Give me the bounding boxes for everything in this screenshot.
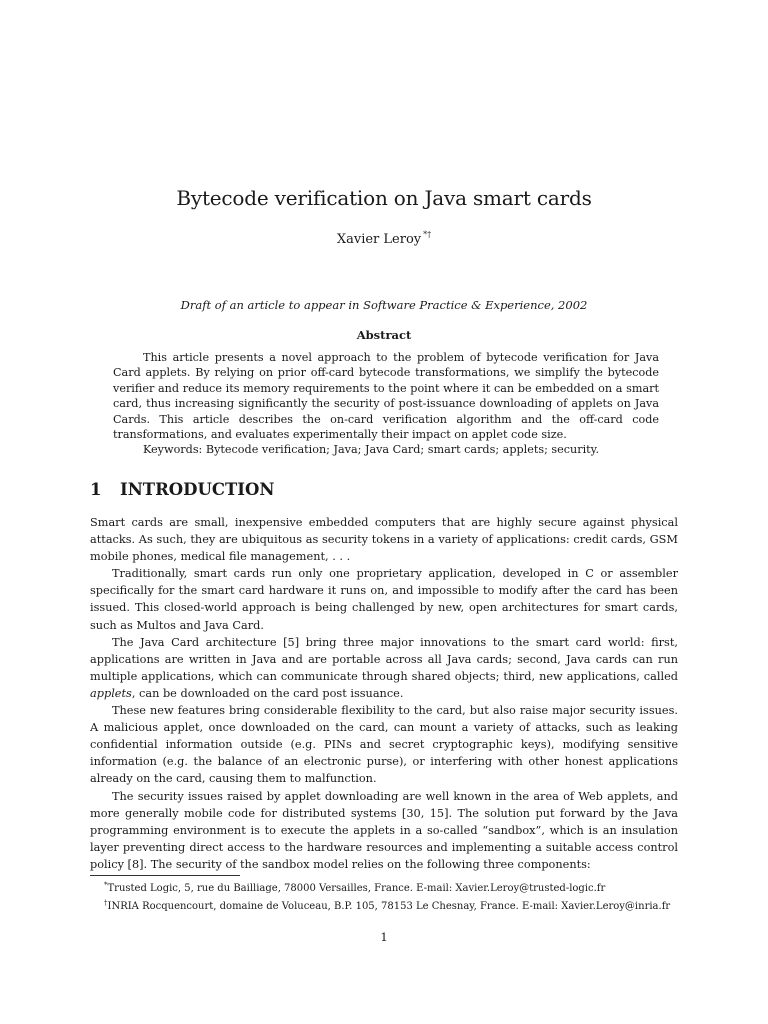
footnote-rule xyxy=(90,875,240,876)
paragraph-text: , can be downloaded on the card post issuance. xyxy=(131,686,404,700)
footnote xyxy=(90,896,690,914)
abstract-keywords: Keywords: Bytecode verification; Java; Java Card; smart cards; applets; security. xyxy=(143,443,600,457)
abstract-text: This article presents a novel approach to the problem of bytecode verification for Java Card applets. By relying on prior off-card bytecode transformations, we simplify the bytecode verifier and reduce its memory requirements to the point where it can be embedded on a smart card, thus increasing significantly the security of post-issuance downloading of applets on Java Cards. This article describes the on-card verification algorithm and the off-card code transformations, and evaluates experimentally their impact on applet code size. xyxy=(113,351,659,442)
draft-note: Draft of an article to appear in Software Practice & Experience, 2002 xyxy=(180,298,588,312)
abstract-body xyxy=(113,350,659,458)
section-title: INTRODUCTION xyxy=(120,480,275,499)
footnotes xyxy=(90,878,690,914)
paragraph: The security issues raised by applet downloading are well known in the area of Web applets, and more generally mobile code for distributed systems [30, 15]. The solution put forward by the Java programming environment is to execute the applets in a so-called “sandbox”, which is an insulation layer preventing direct access to the hardware resources and implementing a suitable access control policy [8]. The security of the sandbox model relies on the following three components: xyxy=(90,789,678,871)
paragraph xyxy=(90,634,678,702)
author-name: Xavier Leroy xyxy=(336,232,422,247)
page-number: 1 xyxy=(380,930,388,944)
footnote-mark: † xyxy=(104,899,108,907)
section-body xyxy=(90,514,678,873)
author-line xyxy=(0,230,768,247)
paragraph-text: The Java Card architecture [5] bring three major innovations to the smart card world: first, applications are written in Java and are portable across all Java cards; second, Java cards can run multiple applications, which can communicate through shared objects; third, new applications, called xyxy=(90,635,678,683)
paragraph: These new features bring considerable flexibility to the card, but also raise major security issues. A malicious applet, once downloaded on the card, can mount a variety of attacks, such as leaking confidential information outside (e.g. PINs and secret cryptographic keys), modifying sensitive information (e.g. the balance of an electronic purse), or interfering with other honest applications already on the card, causing them to malfunction. xyxy=(90,704,678,786)
section-number: 1 xyxy=(90,480,102,499)
footnote-text: INRIA Rocquencourt, domaine de Voluceau, B.P. 105, 78153 Le Chesnay, France. E-mail: Xavier.Leroy@inria.fr xyxy=(107,901,671,912)
section-heading xyxy=(90,480,680,499)
paragraph: Smart cards are small, inexpensive embedded computers that are highly secure against physical attacks. As such, they are ubiquitous as security tokens in a variety of applications: credit cards, GSM mobile phones, medical file management, . . . xyxy=(90,516,678,564)
paper-title: Bytecode verification on Java smart cards xyxy=(176,186,592,210)
footnote-mark: * xyxy=(104,881,108,889)
abstract-heading: Abstract xyxy=(356,328,412,342)
author-footnote-marks: *† xyxy=(423,230,432,239)
paragraph: Traditionally, smart cards run only one proprietary application, developed in C or assembler specifically for the smart card hardware it runs on, and impossible to modify after the card has been issued. This closed-world approach is being challenged by new, open architectures for smart cards, such as Multos and Java Card. xyxy=(90,567,678,632)
footnote-text: Trusted Logic, 5, rue du Bailliage, 78000 Versailles, France. E-mail: Xavier.Leroy@trusted-logic.fr xyxy=(107,883,606,894)
footnote xyxy=(90,878,690,896)
emphasis-applets: applets xyxy=(90,686,132,700)
